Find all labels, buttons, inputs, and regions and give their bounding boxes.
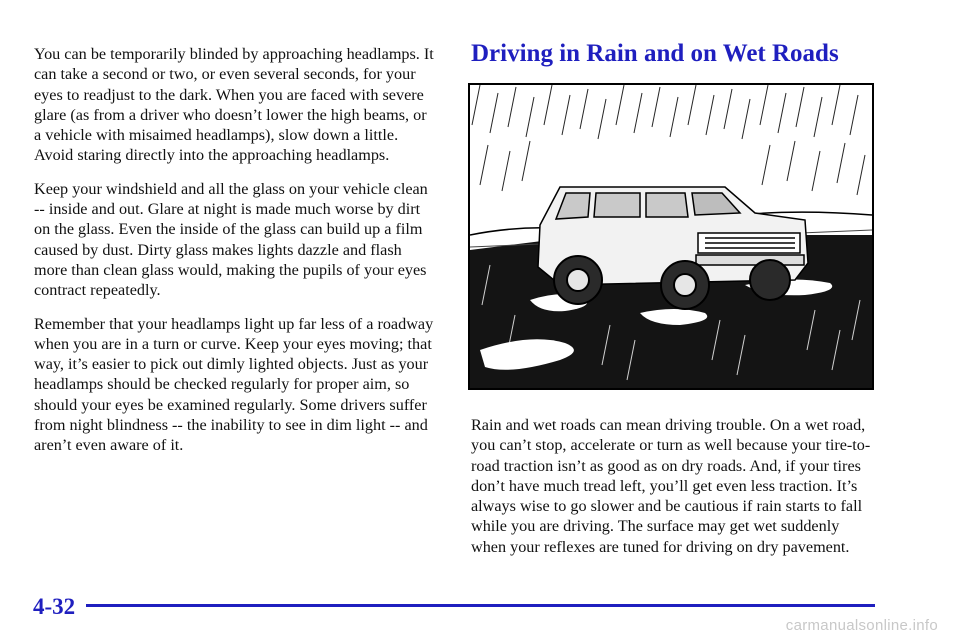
paragraph-windshield: Keep your windshield and all the glass on your vehicle clean -- inside and out. Glare at night is made much worse by dirt on the glass. Even the inside of the glass can build up a film caused by dust. Dirty glass makes lights dazzle and flash more than clean glass would, making the pupils of your eyes contract repeatedly. (34, 179, 428, 300)
section-body: Rain and wet roads can mean driving trouble. On a wet road, you can’t stop, accelerate or turn as well because your tire-to-road traction isn’t as good as on dry roads. And, if your tires don’t have much tread left, you’ll get even less traction. It’s always wise to go slower and be cautious if rain starts to fall while you are driving. The surface may get wet suddenly when your reflexes are tuned for driving on dry pavement. (471, 416, 871, 556)
left-column (34, 44, 434, 469)
page-number: 4-32 (33, 594, 76, 619)
section-heading: Driving in Rain and on Wet Roads (471, 40, 839, 67)
paragraph-night-vision: Remember that your headlamps light up far less of a roadway when you are in a turn or curve. Keep your eyes moving; that way, it’s easier to pick out dimly lighted objects. Just as your headlamps should be checked regularly for proper aim, so should your eyes be examined regularly. Some drivers suffer from night blindness -- the inability to see in dim light -- and aren’t even aware of it. (34, 314, 434, 455)
suv-in-rain-image (470, 85, 872, 388)
watermark: carmanualsonline.info (785, 617, 938, 634)
paragraph-glare: You can be temporarily blinded by approaching headlamps. It can take a second or two, or even several seconds, for your eyes to readjust to the dark. When you are faced with severe glare (as from a driver who doesn’t lower the high beams, or a vehicle with misaimed headlamps), slow down a little. Avoid staring directly into the approaching headlamps. (34, 45, 434, 165)
rain-illustration (468, 83, 874, 390)
footer-rule (86, 604, 875, 607)
